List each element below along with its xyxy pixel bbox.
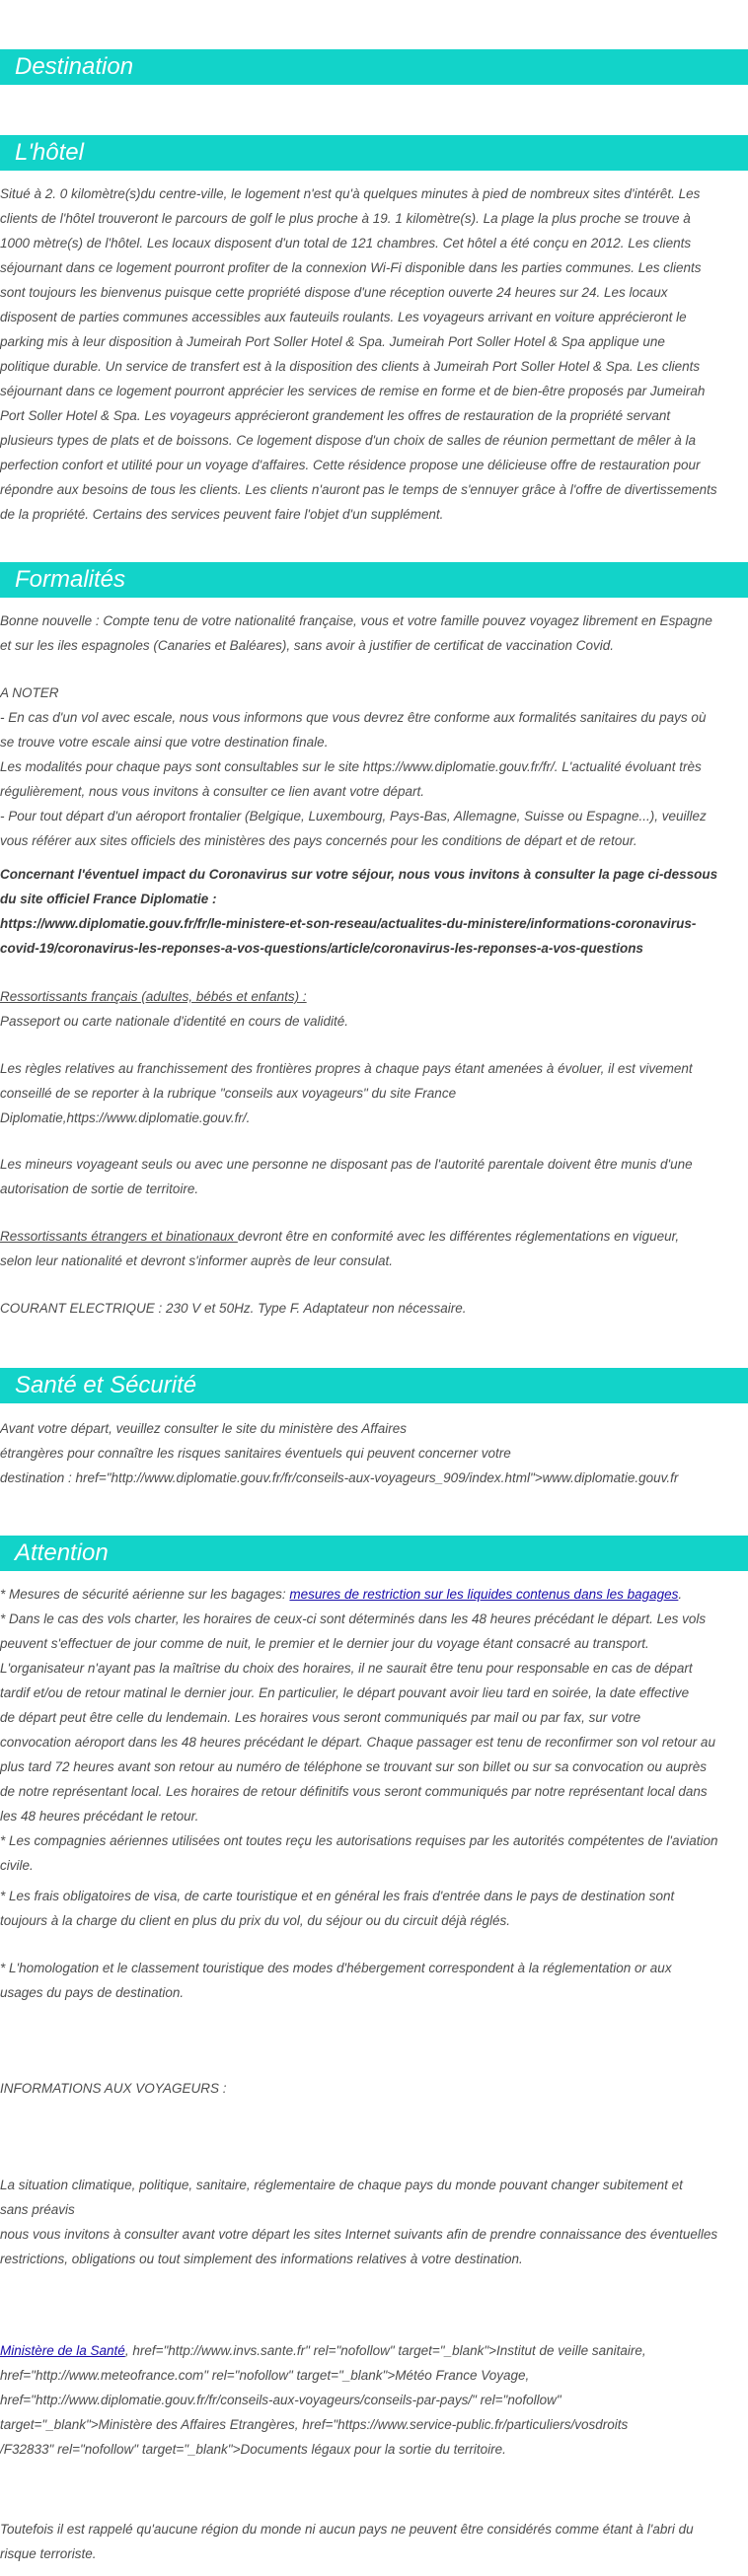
hotel-line: répondre aux besoins de tous les clients. Les clients n'auront pas le temps de s'ennuyer grâce à l'offre de divertissements [0, 482, 717, 497]
text-span: devront être en conformité avec les différentes réglementations en vigueur, [237, 1229, 680, 1244]
text-line: sans préavis [0, 2202, 75, 2217]
section-header-sante: Santé et Sécurité [0, 1368, 748, 1403]
attention-links [0, 2338, 748, 2462]
hotel-line: Situé à 2. 0 kilomètre(s)du centre-ville, le logement n'est qu'à quelques minutes à pied de nombreux sites d'intérêt. Les [0, 186, 701, 201]
hotel-line: clients de l'hôtel trouveront le parcours de golf le plus proche à 19. 1 kilomètre(s). La plage la plus proche se trouve à [0, 211, 691, 226]
formalites-french-nationals [0, 984, 748, 1034]
formalites-electricity: COURANT ELECTRIQUE : 230 V et 50Hz. Type F. Adaptateur non nécessaire. [0, 1301, 467, 1316]
subheading: Ressortissants français (adultes, bébés et enfants) : [0, 989, 307, 1004]
section-header-attention: Attention [0, 1536, 748, 1571]
text-line: plus tard 72 heures avant son retour au numéro de téléphone se trouvant sur son billet ou sur sa convocation ou auprès [0, 1759, 707, 1774]
text-line: A NOTER [0, 685, 59, 700]
text-line: peuvent s'effectuer de jour comme de nuit, le premier et le dernier jour du voyage étant consacré au transport. [0, 1636, 649, 1651]
text-line [0, 1224, 748, 1249]
text-line: La situation climatique, politique, sanitaire, réglementaire de chaque pays du monde pouvant changer subitement et [0, 2178, 683, 2192]
text-line: L'organisateur n'ayant pas la maîtrise du choix des horaires, il ne saurait être tenu pour responsable en cas de départ [0, 1661, 693, 1676]
text-line: de départ peut être celle du lendemain. Les horaires vous seront communiqués par mail ou par fax, sur votre [0, 1710, 641, 1725]
attention-visa-fees [0, 1884, 748, 1933]
hotel-line: plusieurs types de plats et de boissons. Ce logement dispose d'un choix de salles de réunion permettant de mêler à la [0, 433, 696, 448]
text-span: . [678, 1587, 683, 1602]
attention-main [0, 1582, 748, 1878]
hotel-line: 1000 mètre(s) de l'hôtel. Les locaux disposent d'un total de 121 chambres. Cet hôtel a été conçu en 2012. Les clients [0, 236, 692, 250]
info-voyageurs-heading: INFORMATIONS AUX VOYAGEURS : [0, 2081, 227, 2096]
text-line: convocation aéroport dans les 48 heures précédant le départ. Chaque passager est tenu de reconfirmer son vol retour au [0, 1735, 715, 1750]
text-line: href="http://www.diplomatie.gouv.fr/fr/conseils-aux-voyageurs/conseils-par-pays/" rel="nofollow" [0, 2393, 561, 2407]
attention-homologation [0, 1956, 748, 2005]
text-line: risque terroriste. [0, 2546, 97, 2561]
text-line: * Dans le cas des vols charter, les horaires de ceux-ci sont déterminés dans les 48 heures précédant le départ. Les vols [0, 1611, 707, 1626]
text-line: vous référer aux sites officiels des ministères des pays concernés pour les conditions de départ et de retour. [0, 833, 637, 848]
text-line: Les mineurs voyageant seuls ou avec une personne ne disposant pas de l'autorité parentale doivent être munis d'une [0, 1157, 693, 1172]
text-line: se trouve votre escale ainsi que votre destination finale. [0, 735, 329, 750]
text-line: nous vous invitons à consulter avant votre départ les sites Internet suivants afin de prendre connaissance des éventuelles [0, 2227, 718, 2242]
formalites-minors [0, 1152, 748, 1201]
hotel-line: politique durable. Un service de transfert est à la disposition des clients à Jumeirah Port Soller Hotel & Spa. Les clients [0, 359, 701, 374]
text-line: Diplomatie,https://www.diplomatie.gouv.fr/. [0, 1110, 251, 1125]
hotel-line: parking mis à leur disposition à Jumeirah Port Soller Hotel & Spa. Jumeirah Port Soller Hotel & Spa applique une [0, 334, 665, 349]
sante-text [0, 1416, 748, 1490]
text-line: et sur les iles espagnoles (Canaries et Baléares), sans avoir à justifier de certificat de vaccination Covid. [0, 638, 615, 653]
text-line: de notre représentant local. Les horaires de retour définitifs vous seront communiqués par notre représentant local dans [0, 1784, 708, 1799]
text-line: autorisation de sortie de territoire. [0, 1181, 199, 1196]
text-line: - Pour tout départ d'un aéroport frontalier (Belgique, Luxembourg, Pays-Bas, Allemagne, Suisse ou Espagne...), veuillez [0, 809, 707, 823]
text-line: civile. [0, 1858, 34, 1873]
text-line: tardif et/ou de retour matinal le dernier jour. En particulier, le départ pouvant avoir lieu tard en soirée, la date effective [0, 1685, 690, 1700]
text-line: /F32833" rel="nofollow" target="_blank">Documents légaux pour la sortie du territoire. [0, 2442, 506, 2457]
formalites-border-rules [0, 1056, 748, 1130]
text-line: Passeport ou carte nationale d'identité en cours de validité. [0, 1014, 349, 1029]
text-line: du site officiel France Diplomatie : [0, 892, 217, 906]
hotel-line: séjournant dans ce logement pourront apprécier les services de remise en forme et de bien-être proposés par Jumeirah [0, 384, 706, 398]
hotel-line: disposent de parties communes accessibles aux fauteuils roulants. Les voyageurs arrivant en voiture apprécieront le [0, 310, 687, 324]
text-span: , href="http://www.invs.sante.fr" rel="nofollow" target="_blank">Institut de veille sanitaire, [124, 2343, 646, 2358]
text-line: les 48 heures précédant le retour. [0, 1809, 199, 1824]
formalites-good-news [0, 608, 748, 658]
text-line: Bonne nouvelle : Compte tenu de votre nationalité française, vous et votre famille pouvez voyagez librement en Espagne [0, 613, 712, 628]
text-line: destination : href="http://www.diplomatie.gouv.fr/fr/conseils-aux-voyageurs_909/index.html">www.diplomatie.gouv.fr [0, 1470, 679, 1485]
text-line: href="http://www.meteofrance.com" rel="nofollow" target="_blank">Météo France Voyage, [0, 2368, 530, 2383]
attention-situation [0, 2173, 748, 2271]
section-header-formalites: Formalités [0, 562, 748, 598]
ministere-sante-link[interactable]: Ministère de la Santé [0, 2343, 125, 2358]
text-line: https://www.diplomatie.gouv.fr/fr/le-ministere-et-son-reseau/actualites-du-ministere/informations-coronavirus- [0, 916, 697, 931]
text-span: * Mesures de sécurité aérienne sur les bagages: [0, 1587, 290, 1602]
text-line: covid-19/coronavirus-les-reponses-a-vos-questions/article/coronavirus-les-reponses-a-vos-questions [0, 941, 643, 956]
text-line: restrictions, obligations ou tout simplement des informations relatives à votre destination. [0, 2252, 523, 2266]
text-line: régulièrement, nous vous invitons à consulter ce lien avant votre départ. [0, 784, 424, 799]
text-line: target="_blank">Ministère des Affaires Etrangères, href="https://www.service-public.fr/particuliers/vosdroits [0, 2417, 629, 2432]
text-line [0, 2338, 748, 2363]
text-line: * Les frais obligatoires de visa, de carte touristique et en général les frais d'entrée dans le pays de destination sont [0, 1889, 675, 1903]
text-line: * Les compagnies aériennes utilisées ont toutes reçu les autorisations requises par les autorités compétentes de l'aviation [0, 1833, 718, 1848]
text-line: * L'homologation et le classement touristique des modes d'hébergement correspondent à la réglementation or aux [0, 1961, 672, 1975]
formalites-note [0, 680, 748, 853]
text-line: conseillé de se reporter à la rubrique "conseils aux voyageurs" du site France [0, 1086, 457, 1101]
attention-terrorism [0, 2517, 748, 2566]
section-header-hotel: L'hôtel [0, 135, 748, 171]
text-line: - En cas d'un vol avec escale, nous vous informons que vous devrez être conforme aux formalités sanitaires du pays où [0, 710, 707, 725]
text-line [0, 1582, 748, 1607]
text-line: étrangères pour connaître les risques sanitaires éventuels qui peuvent concerner votre [0, 1446, 511, 1461]
text-line: usages du pays de destination. [0, 1985, 185, 2000]
text-line: Les modalités pour chaque pays sont consultables sur le site https://www.diplomatie.gouv.fr/fr/. L'actualité évoluant très [0, 759, 702, 774]
hotel-line: séjournant dans ce logement pourront profiter de la connexion Wi-Fi disponible dans les parties communes. Les clients [0, 260, 702, 275]
hotel-line: perfection confort et utilité pour un voyage d'affaires. Cette résidence propose une délicieuse offre de restauration pour [0, 458, 701, 472]
formalites-foreigners [0, 1224, 748, 1273]
text-line: Toutefois il est rappelé qu'aucune région du monde ni aucun pays ne peuvent être considérés comme étant à l'abri du [0, 2522, 694, 2537]
text-line: Avant votre départ, veuillez consulter le site du ministère des Affaires [0, 1421, 407, 1436]
hotel-line: Port Soller Hotel & Spa. Les voyageurs apprécieront grandement les offres de restauration de la propriété servant [0, 408, 671, 423]
hotel-line: sont toujours les bienvenus puisque cette propriété dispose d'une réception ouverte 24 heures sur 24. Les locaux [0, 285, 668, 300]
subheading: Ressortissants étrangers et binationaux [0, 1229, 238, 1244]
liquids-restriction-link[interactable]: mesures de restriction sur les liquides contenus dans les bagages [289, 1587, 679, 1602]
text-line: selon leur nationalité et devront s'informer auprès de leur consulat. [0, 1253, 394, 1268]
section-header-destination: Destination [0, 49, 748, 85]
hotel-description [0, 181, 748, 527]
text-line: Les règles relatives au franchissement des frontières propres à chaque pays étant amenées à évoluer, il est vivement [0, 1061, 693, 1076]
hotel-line: de la propriété. Certains des services peuvent faire l'objet d'un supplément. [0, 507, 444, 522]
formalites-coronavirus [0, 862, 748, 961]
text-line: toujours à la charge du client en plus du prix du vol, du séjour ou du circuit déjà réglés. [0, 1913, 511, 1928]
text-line: Concernant l'éventuel impact du Coronavirus sur votre séjour, nous vous invitons à consulter la page ci-dessous [0, 867, 718, 882]
